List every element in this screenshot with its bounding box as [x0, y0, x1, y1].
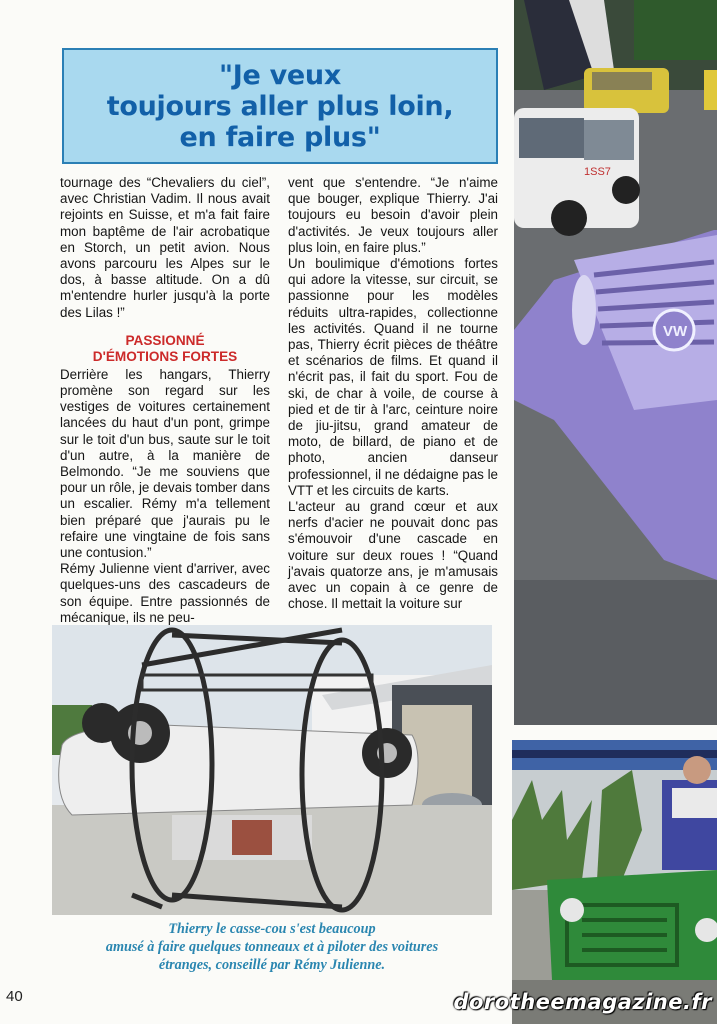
headline-box — [62, 48, 498, 164]
left-paragraph-1: tournage des “Chevaliers du ciel”, avec Christian Vadim. Il nous avait rejoints en Suisse, et m'a fait faire mon baptême de l'air acrobatique en Storch, un petit avion. Nous avons parcouru les Alpes sur le dos, à basse altitude. On a dû m'entendre hurler jusqu'à la porte des Lilas !” — [60, 175, 270, 320]
photo-caption — [52, 920, 492, 974]
car-rig-photo — [52, 625, 492, 915]
subhead-line-2: D'ÉMOTIONS FORTES — [92, 348, 238, 364]
mechanic-photo — [512, 740, 717, 1024]
mechanic-photo-illustration — [512, 740, 717, 1024]
caption-line-1: Thierry le casse-cou s'est beaucoup — [168, 921, 376, 937]
headline-line-1: "Je veux — [219, 59, 341, 91]
right-text-column — [288, 175, 498, 612]
site-watermark: dorotheemagazine.fr — [453, 990, 712, 1014]
vw-badge-text: VW — [663, 323, 688, 340]
right-paragraph-1: vent que s'entendre. “Je n'aime que bouger, explique Thierry. J'ai toujours eu besoin d'avoir plein d'activités. Je veux toujours aller plus loin, en faire plus.” — [288, 175, 498, 255]
caption-line-3: étranges, conseillé par Rémy Julienne. — [158, 957, 386, 973]
car-plate-text: 1SS7 — [584, 166, 611, 178]
section-subhead — [60, 333, 270, 365]
page-number: 40 — [6, 988, 23, 1005]
headline — [107, 60, 454, 153]
headline-line-3: en faire plus" — [179, 121, 381, 153]
right-paragraph-2: Un boulimique d'émotions fortes qui adore la vitesse, sur circuit, se passionne pour les modèles réduits ultra-rapides, collectionne les activités. Quand il ne tourne pas, Thierry écrit pièces de théâtre et scénarios de films. Et quand il n'écrit pas, il fait du sport. Fou de ski, de char à voile, de course à pied et de tir à l'arc, ceinture noire de jiu-jitsu, grand amateur de moto, de billard, de piano et de photo, ancien danseur professionnel, il ne dédaigne pas le VTT et les circuits de karts. — [288, 256, 498, 498]
left-text-column — [60, 175, 270, 626]
subhead-line-1: PASSIONNÉ — [125, 332, 205, 348]
right-paragraph-3: L'acteur au grand cœur et aux nerfs d'acier ne pouvait donc pas s'émouvoir d'une cascade en voiture sur deux roues ! “Quand j'avais quatorze ans, je m'amusais avec un copain à ce genre de chose. Il mettait la voiture sur — [288, 499, 498, 612]
left-paragraph-2: Derrière les hangars, Thierry promène son regard sur les vestiges de voitures certainement lancées du haut d'un pont, grimpe sur le toit d'un bus, saute sur le toit d'un autre, à la manière de Belmondo. “Je me souviens que pour un rôle, je devais tomber dans un escalier. Rémy m'a tellement bien préparé que j'aurais pu le refaire une vingtaine de fois sans une contusion.” — [60, 366, 270, 561]
car-rig-photo-illustration — [52, 625, 492, 915]
caption-line-2: amusé à faire quelques tonneaux et à piloter des voitures — [105, 939, 439, 955]
headline-line-2: toujours aller plus loin, — [106, 90, 454, 122]
cars-photo-illustration — [514, 0, 717, 725]
cars-photo — [514, 0, 717, 725]
left-paragraph-3: Rémy Julienne vient d'arriver, avec quelques-uns des cascadeurs de son équipe. Entre passionnés de mécanique, ils ne peu- — [60, 561, 270, 625]
